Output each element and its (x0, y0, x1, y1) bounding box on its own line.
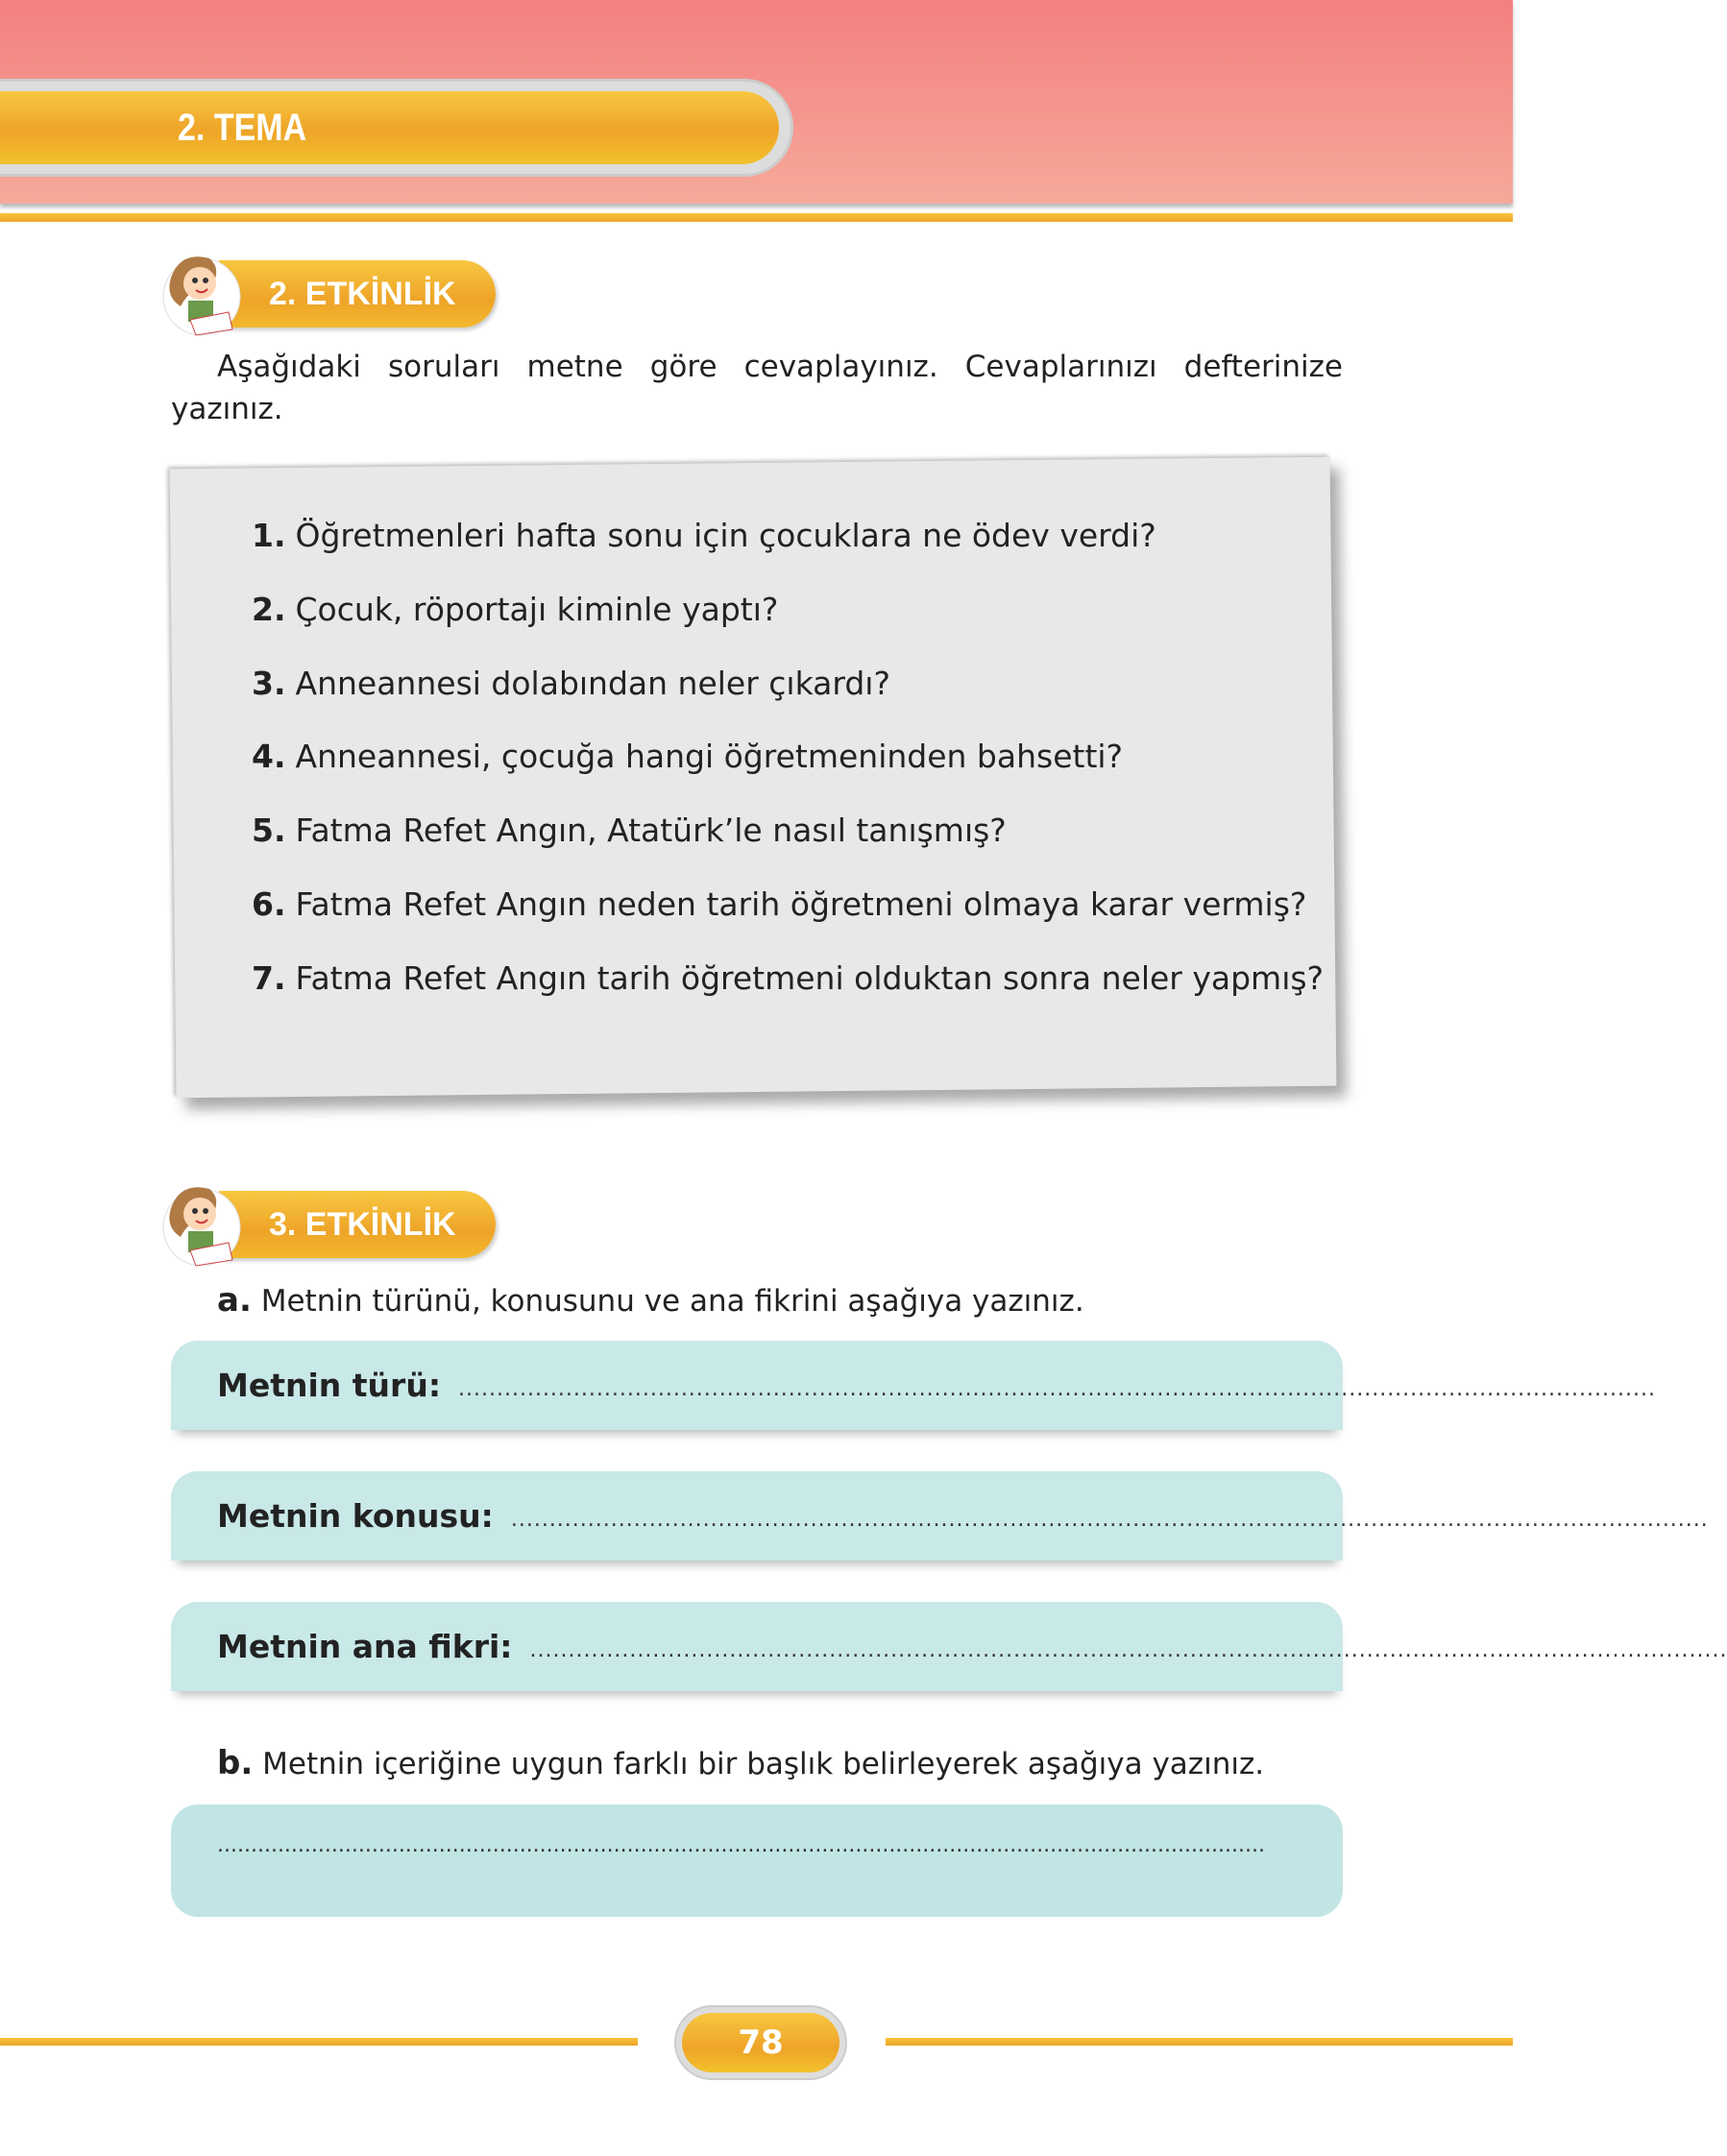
activity-3-badge (152, 1185, 499, 1262)
instruction-text: Aşağıdaki soruları metne göre cevaplayınız. Cevaplarınızı defterinize yazınız. (171, 350, 1343, 426)
activity-2-badge (152, 254, 499, 331)
title-answer-field[interactable]: ............................................................................................................................................................ (171, 1805, 1343, 1917)
task-b: b. Metnin içeriğine uygun farklı bir başlık belirleyerek aşağıya yazınız. (217, 1744, 1265, 1782)
footer-line (0, 2038, 638, 2046)
question-item: 2. Çocuk, röportajı kiminle yaptı? (252, 591, 779, 628)
topic-field[interactable]: Metnin konusu: ............................................................................................................................................................ (171, 1471, 1343, 1561)
divider (0, 213, 1513, 222)
activity-title: 3. ETKİNLİK (269, 1205, 456, 1243)
genre-field[interactable]: Metnin türü: ............................................................................................................................................................ (171, 1341, 1343, 1430)
question-item: 6. Fatma Refet Angın neden tarih öğretmeni olmaya karar vermiş? (252, 885, 1307, 923)
question-item: 4. Anneannesi, çocuğa hangi öğretmeninden bahsetti? (252, 738, 1124, 775)
page-number: 78 (682, 2013, 839, 2072)
task-a: a. Metnin türünü, konusunu ve ana fikrini aşağıya yazınız. (217, 1281, 1084, 1320)
page-number-badge (674, 2005, 847, 2080)
footer-line (886, 2038, 1513, 2046)
question-item: 5. Fatma Refet Angın, Atatürk’le nasıl tanışmış? (252, 812, 1007, 849)
question-item: 3. Anneannesi dolabından neler çıkardı? (252, 665, 890, 702)
activity-title: 2. ETKİNLİK (269, 275, 456, 312)
girl-mascot-icon (152, 249, 248, 337)
question-item: 1. Öğretmenleri hafta sonu için çocuklara ne ödev verdi? (252, 517, 1156, 554)
girl-mascot-icon (152, 1179, 248, 1268)
question-item: 7. Fatma Refet Angın tarih öğretmeni olduktan sonra neler yapmış? (252, 959, 1325, 997)
main-idea-field[interactable]: Metnin ana fikri: ............................................................................................................................................................ (171, 1602, 1343, 1691)
theme-title: 2. TEMA (178, 106, 307, 149)
theme-banner (0, 79, 793, 177)
